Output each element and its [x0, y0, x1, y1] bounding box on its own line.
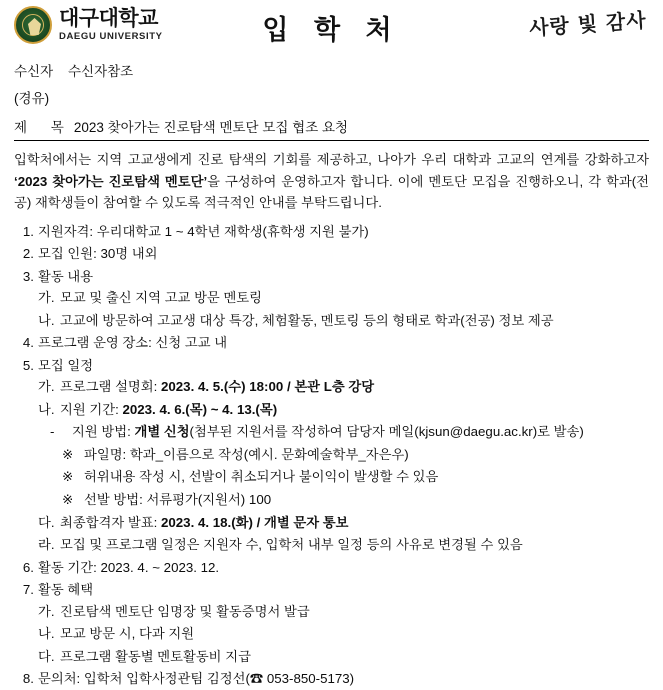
item-number: 3.: [22, 268, 34, 284]
note-marker-icon: ※: [62, 446, 74, 462]
sub-prefix: 최종합격자 발표:: [60, 514, 161, 530]
sub-list-item: [38, 287, 649, 309]
list-item: [14, 221, 649, 243]
sub-text: 진로탐색 멘토단 임명장 및 활동증명서 발급: [60, 603, 310, 619]
sub-list-item: [38, 601, 649, 623]
note-text: 허위내용 작성 시, 선발이 취소되거나 불이익이 발생할 수 있음: [84, 469, 439, 485]
note-list-item: [62, 444, 649, 466]
sub-list-item: [38, 399, 649, 421]
sub-bold: 2023. 4. 5.(수) 18:00 / 본관 L층 강당: [161, 379, 375, 395]
header-divider: [14, 140, 649, 141]
sub-list-item: [50, 421, 649, 443]
item-text: 모집 인원: 30명 내외: [38, 246, 158, 262]
note-list-item: [62, 466, 649, 488]
item-number: 8.: [22, 671, 34, 687]
university-name-en: DAEGU UNIVERSITY: [59, 31, 163, 43]
sub-list-item: [38, 512, 649, 534]
item-text: 활동 내용: [38, 268, 94, 284]
intro-part1: 입학처에서는 지역 고교생에게 진로 탐색의 기회를 제공하고, 나아가 우리 대학과 고교의 연계를 강화하고자: [14, 152, 649, 167]
list-item: [14, 332, 649, 354]
item-text: 지원자격: 우리대학교 1 ~ 4학년 재학생(휴학생 지원 불가): [38, 223, 369, 239]
list-item: [14, 557, 649, 579]
sub-marker: 라.: [38, 537, 55, 553]
sub-bold: 개별 신청: [134, 424, 190, 440]
item-text: 프로그램 운영 장소: 신청 고교 내: [38, 335, 228, 351]
sub-text: 프로그램 활동별 멘토활동비 지급: [60, 648, 251, 664]
university-slogan: 사랑 빛 감사: [528, 7, 648, 41]
item-number: 2.: [22, 246, 34, 262]
sub-marker: 나.: [38, 312, 55, 328]
via-row: [14, 87, 649, 107]
item-number: 5.: [22, 357, 34, 373]
sub-list: [38, 601, 649, 668]
sub-marker: 가.: [38, 290, 55, 306]
sub-list: [38, 376, 649, 555]
sub-text: 모교 방문 시, 다과 지원: [60, 626, 195, 642]
sub-list-item: [38, 623, 649, 645]
university-name-ko: 대구대학교: [59, 6, 158, 30]
sub-list-item: [38, 534, 649, 556]
sub-list-item: [38, 376, 649, 398]
item-text: 문의처: 입학처 입학사정관팀 김정선(☎ 053-850-5173): [38, 671, 355, 687]
sub-prefix: 지원 기간:: [60, 401, 123, 417]
via-label: (경유): [14, 91, 50, 106]
sub-marker: -: [50, 424, 55, 440]
item-number: 6.: [22, 559, 34, 575]
sub-marker: 가.: [38, 379, 55, 395]
subject-value: 2023 찾아가는 진로탐색 멘토단 모집 협조 요청: [73, 120, 349, 135]
item-number: 1.: [22, 223, 34, 239]
sub-text: 고교에 방문하여 고교생 대상 특강, 체험활동, 멘토링 등의 형태로 학과(전공) 정보 제공: [60, 312, 554, 328]
sub-marker: 나.: [38, 626, 55, 642]
sub-prefix: 지원 방법:: [72, 424, 135, 440]
list-item: [14, 579, 649, 667]
document-body: [0, 149, 663, 690]
sub-marker: 나.: [38, 401, 55, 417]
list-item: [14, 243, 649, 265]
sub-bold: 2023. 4. 18.(화) / 개별 문자 통보: [161, 514, 349, 530]
note-text: 선발 방법: 서류평가(지원서) 100: [84, 491, 272, 507]
sub-text: 모교 및 출신 지역 고교 방문 멘토링: [60, 290, 262, 306]
sub-prefix: 프로그램 설명회:: [60, 379, 161, 395]
sub-text: 모집 및 프로그램 일정은 지원자 수, 입학처 내부 일정 등의 사유로 변경될 수 있음: [60, 537, 523, 553]
item-number: 7.: [22, 582, 34, 598]
intro-part2: 을 구성하여 운영하고자 합니다. 이에 멘토단 모집을 진행하오니, 각 학과(전공) 재학생들이 참여할 수 있도록 적극적인 안내를 부탁드립니다.: [14, 173, 649, 211]
sub-bold: 2023. 4. 6.(목) ~ 4. 13.(목): [122, 401, 278, 417]
items-list: [14, 221, 649, 690]
note-marker-icon: ※: [62, 469, 74, 485]
document-meta: [0, 52, 663, 136]
sub-suffix: (첨부된 지원서를 작성하여 담당자 메일(kjsun@daegu.ac.kr)로 발송): [189, 424, 584, 440]
list-item: [14, 266, 649, 332]
sub-list-item: [38, 310, 649, 332]
sub-list-item: [38, 646, 649, 668]
subject-row: [14, 116, 649, 136]
recipient-value: 수신자참조: [68, 64, 134, 79]
intro-paragraph: [14, 149, 649, 214]
list-item: [14, 668, 649, 690]
sub-marker: 다.: [38, 514, 55, 530]
note-text: 파일명: 학과_이름으로 작성(예시. 문화예술학부_자은우): [84, 446, 409, 462]
item-text: 모집 일정: [38, 357, 94, 373]
sub-marker: 가.: [38, 603, 55, 619]
item-text: 활동 기간: 2023. 4. ~ 2023. 12.: [38, 559, 220, 575]
document-header: [0, 0, 663, 52]
item-text: 활동 혜택: [38, 582, 94, 598]
list-item: [14, 355, 649, 556]
intro-highlight: ‘2023 찾아가는 진로탐색 멘토단’: [14, 173, 208, 189]
note-list-item: [62, 489, 649, 511]
office-title: 입 학 처: [262, 15, 401, 45]
sub-list: [38, 287, 649, 331]
recipient-row: [14, 60, 649, 80]
note-marker-icon: ※: [62, 491, 74, 507]
subject-label: 제 목: [14, 120, 74, 135]
sub-marker: 다.: [38, 648, 55, 664]
recipient-label: 수신자: [14, 64, 54, 79]
item-number: 4.: [22, 335, 34, 351]
